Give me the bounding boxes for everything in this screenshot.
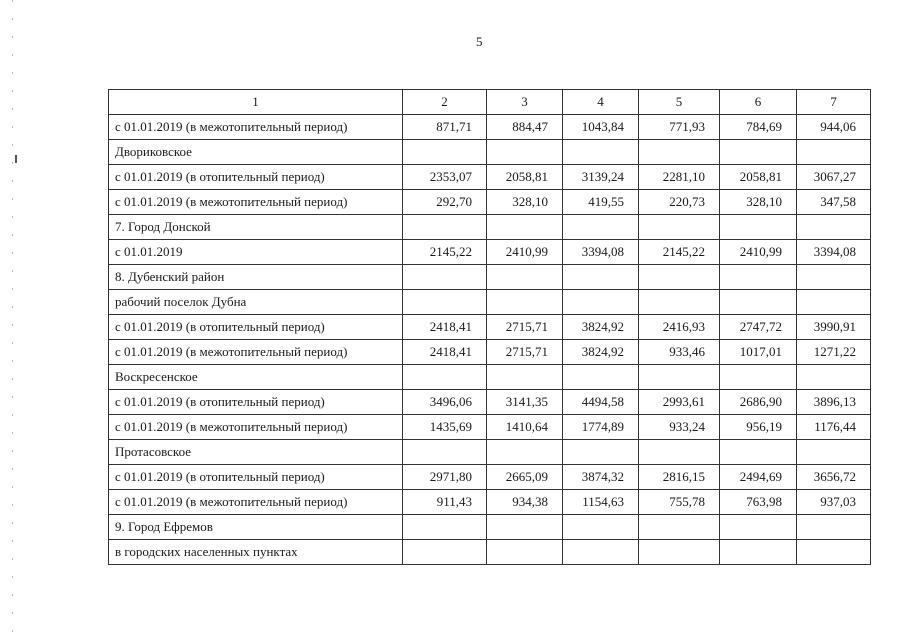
value-cell — [487, 265, 563, 290]
table-row — [109, 140, 871, 165]
table-row — [109, 465, 871, 490]
table-row — [109, 315, 871, 340]
value-cell — [563, 290, 639, 315]
value-cell — [487, 540, 563, 565]
value-cell — [563, 540, 639, 565]
value-cell: 2058,81 — [720, 165, 797, 190]
value-cell — [403, 265, 487, 290]
value-cell: 2416,93 — [639, 315, 720, 340]
value-cell: 3139,24 — [563, 165, 639, 190]
value-cell: 911,43 — [403, 490, 487, 515]
value-cell: 784,69 — [720, 115, 797, 140]
value-cell — [403, 215, 487, 240]
value-cell: 2410,99 — [487, 240, 563, 265]
value-cell: 347,58 — [797, 190, 871, 215]
value-cell: 1774,89 — [563, 415, 639, 440]
value-cell — [487, 290, 563, 315]
page-number: 5 — [476, 34, 483, 49]
value-cell: 956,19 — [720, 415, 797, 440]
value-cell: 1271,22 — [797, 340, 871, 365]
table-row — [109, 390, 871, 415]
value-cell: 871,71 — [403, 115, 487, 140]
value-cell: 2418,41 — [403, 315, 487, 340]
value-cell: 2145,22 — [403, 240, 487, 265]
value-cell — [403, 365, 487, 390]
value-cell: 2747,72 — [720, 315, 797, 340]
header-cell: 3 — [487, 90, 563, 115]
value-cell — [639, 290, 720, 315]
value-cell: 3394,08 — [797, 240, 871, 265]
margin-dots — [12, 0, 13, 640]
value-cell — [797, 215, 871, 240]
value-cell — [639, 140, 720, 165]
value-cell — [403, 540, 487, 565]
value-cell: 2058,81 — [487, 165, 563, 190]
header-cell: 5 — [639, 90, 720, 115]
table-body — [109, 90, 871, 565]
value-cell: 3496,06 — [403, 390, 487, 415]
value-cell: 2971,80 — [403, 465, 487, 490]
value-cell — [797, 290, 871, 315]
row-label: Протасовское — [109, 440, 403, 465]
value-cell — [720, 290, 797, 315]
value-cell: 1176,44 — [797, 415, 871, 440]
value-cell: 1043,84 — [563, 115, 639, 140]
value-cell: 2145,22 — [639, 240, 720, 265]
table-row — [109, 265, 871, 290]
value-cell — [797, 140, 871, 165]
value-cell — [403, 440, 487, 465]
value-cell: 1410,64 — [487, 415, 563, 440]
value-cell: 1154,63 — [563, 490, 639, 515]
value-cell — [797, 540, 871, 565]
value-cell — [797, 440, 871, 465]
value-cell — [639, 265, 720, 290]
value-cell: 4494,58 — [563, 390, 639, 415]
row-label: с 01.01.2019 (в межотопительный период) — [109, 340, 403, 365]
value-cell — [639, 540, 720, 565]
value-cell — [797, 515, 871, 540]
value-cell — [487, 440, 563, 465]
row-label: с 01.01.2019 (в отопительный период) — [109, 165, 403, 190]
value-cell: 2816,15 — [639, 465, 720, 490]
value-cell — [487, 515, 563, 540]
value-cell — [563, 215, 639, 240]
table-row — [109, 165, 871, 190]
value-cell — [563, 140, 639, 165]
value-cell: 2715,71 — [487, 340, 563, 365]
table-row — [109, 515, 871, 540]
value-cell — [639, 365, 720, 390]
value-cell: 220,73 — [639, 190, 720, 215]
value-cell: 3896,13 — [797, 390, 871, 415]
table-row — [109, 115, 871, 140]
value-cell: 933,46 — [639, 340, 720, 365]
value-cell — [720, 540, 797, 565]
value-cell: 944,06 — [797, 115, 871, 140]
table-row — [109, 365, 871, 390]
table-row — [109, 490, 871, 515]
table-row — [109, 240, 871, 265]
value-cell — [403, 515, 487, 540]
value-cell — [639, 515, 720, 540]
value-cell: 771,93 — [639, 115, 720, 140]
value-cell: 2494,69 — [720, 465, 797, 490]
value-cell: 937,03 — [797, 490, 871, 515]
value-cell: 934,38 — [487, 490, 563, 515]
value-cell: 2281,10 — [639, 165, 720, 190]
value-cell — [720, 265, 797, 290]
value-cell — [487, 365, 563, 390]
value-cell — [563, 440, 639, 465]
row-label: с 01.01.2019 (в отопительный период) — [109, 390, 403, 415]
value-cell: 2686,90 — [720, 390, 797, 415]
row-label: с 01.01.2019 (в межотопительный период) — [109, 415, 403, 440]
value-cell: 2410,99 — [720, 240, 797, 265]
row-label: рабочий поселок Дубна — [109, 290, 403, 315]
table-header-row — [109, 90, 871, 115]
header-cell: 4 — [563, 90, 639, 115]
value-cell: 3824,92 — [563, 340, 639, 365]
value-cell: 1017,01 — [720, 340, 797, 365]
value-cell — [639, 440, 720, 465]
row-label: Воскресенское — [109, 365, 403, 390]
row-label: Двориковское — [109, 140, 403, 165]
value-cell: 2418,41 — [403, 340, 487, 365]
table-row — [109, 190, 871, 215]
value-cell — [403, 140, 487, 165]
value-cell: 328,10 — [720, 190, 797, 215]
table-row — [109, 340, 871, 365]
row-label: 7. Город Донской — [109, 215, 403, 240]
table-row — [109, 215, 871, 240]
value-cell: 419,55 — [563, 190, 639, 215]
value-cell: 3394,08 — [563, 240, 639, 265]
row-label: 9. Город Ефремов — [109, 515, 403, 540]
header-cell: 2 — [403, 90, 487, 115]
header-cell: 6 — [720, 90, 797, 115]
row-label: с 01.01.2019 (в отопительный период) — [109, 465, 403, 490]
value-cell — [720, 365, 797, 390]
value-cell — [797, 265, 871, 290]
row-label: в городских населенных пунктах — [109, 540, 403, 565]
row-label: с 01.01.2019 (в межотопительный период) — [109, 115, 403, 140]
value-cell — [720, 140, 797, 165]
value-cell: 3874,32 — [563, 465, 639, 490]
value-cell: 933,24 — [639, 415, 720, 440]
value-cell: 2665,09 — [487, 465, 563, 490]
value-cell — [639, 215, 720, 240]
value-cell: 2715,71 — [487, 315, 563, 340]
value-cell: 763,98 — [720, 490, 797, 515]
value-cell — [720, 515, 797, 540]
header-cell: 1 — [109, 90, 403, 115]
value-cell: 3990,91 — [797, 315, 871, 340]
row-label: с 01.01.2019 (в межотопительный период) — [109, 490, 403, 515]
value-cell — [487, 140, 563, 165]
margin-tick — [15, 155, 17, 163]
value-cell: 2993,61 — [639, 390, 720, 415]
value-cell — [720, 215, 797, 240]
table-row — [109, 440, 871, 465]
value-cell: 3067,27 — [797, 165, 871, 190]
value-cell: 755,78 — [639, 490, 720, 515]
value-cell: 328,10 — [487, 190, 563, 215]
header-cell: 7 — [797, 90, 871, 115]
table-row — [109, 415, 871, 440]
row-label: 8. Дубенский район — [109, 265, 403, 290]
value-cell — [563, 265, 639, 290]
row-label: с 01.01.2019 — [109, 240, 403, 265]
value-cell: 3141,35 — [487, 390, 563, 415]
row-label: с 01.01.2019 (в отопительный период) — [109, 315, 403, 340]
value-cell — [797, 365, 871, 390]
table-row — [109, 540, 871, 565]
row-label: с 01.01.2019 (в межотопительный период) — [109, 190, 403, 215]
value-cell — [563, 515, 639, 540]
value-cell: 3824,92 — [563, 315, 639, 340]
value-cell: 292,70 — [403, 190, 487, 215]
value-cell: 1435,69 — [403, 415, 487, 440]
value-cell — [720, 440, 797, 465]
table-row — [109, 290, 871, 315]
value-cell: 3656,72 — [797, 465, 871, 490]
value-cell: 2353,07 — [403, 165, 487, 190]
value-cell — [487, 215, 563, 240]
tariff-table — [108, 89, 871, 565]
value-cell — [563, 365, 639, 390]
value-cell — [403, 290, 487, 315]
value-cell: 884,47 — [487, 115, 563, 140]
